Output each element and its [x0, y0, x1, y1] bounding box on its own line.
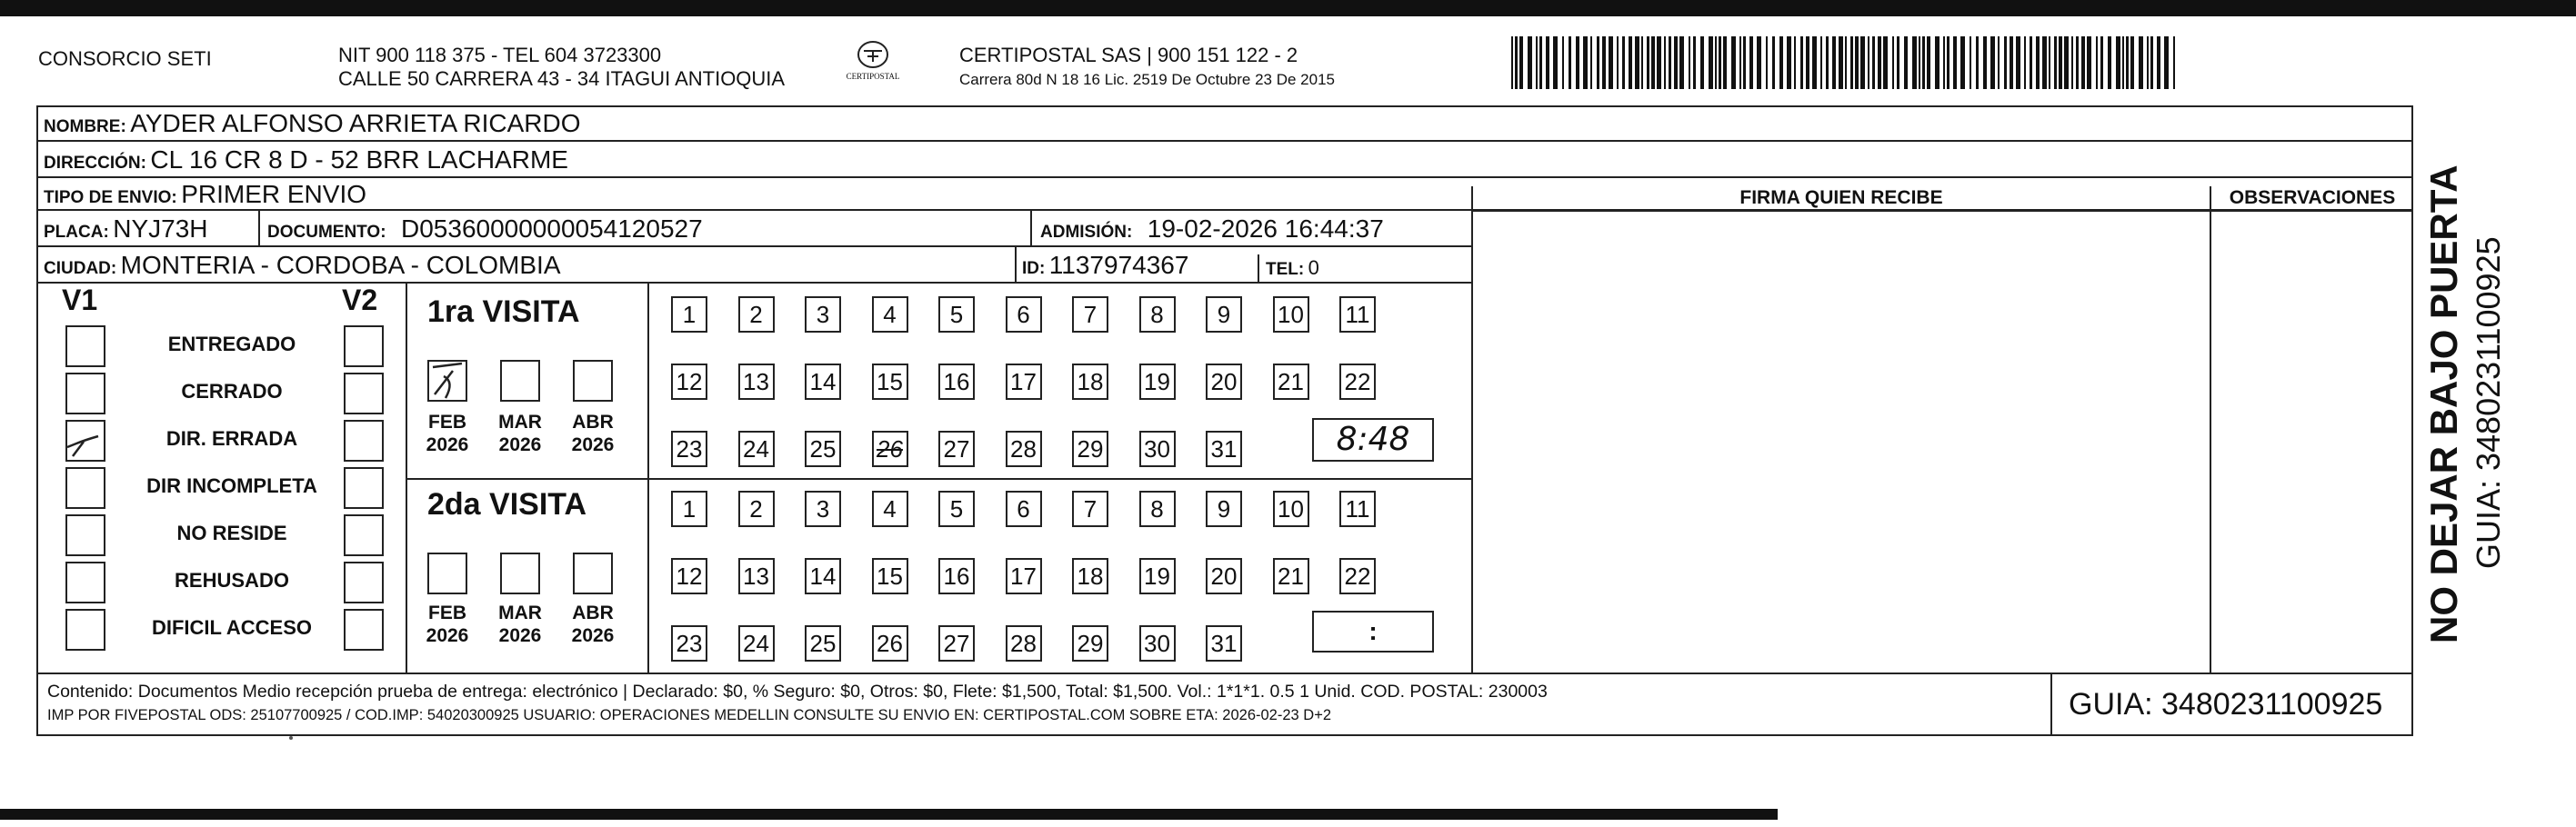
first-visit-day-26[interactable]: 26: [872, 431, 908, 467]
barcode-bar: [1583, 36, 1588, 89]
v1-checkbox-entregado[interactable]: [65, 325, 105, 367]
first-visit-day-15[interactable]: 15: [872, 364, 908, 400]
second-visit-day-8[interactable]: 8: [1139, 491, 1176, 527]
id-value: 1137974367: [1048, 251, 1189, 279]
barcode-bar: [1935, 36, 1940, 89]
v2-mar-m: MAR: [498, 603, 542, 623]
barcode-bar: [1960, 36, 1965, 89]
status-cerrado: CERRADO: [181, 380, 283, 403]
barcode-bar: [1674, 36, 1678, 89]
barcode-bar: [2016, 36, 2020, 89]
v2-month-abr-box[interactable]: [573, 553, 613, 594]
barcode-bar: [1892, 36, 1894, 89]
barcode-bar: [1922, 36, 1925, 89]
v2-label: V2: [342, 284, 378, 316]
barcode-bar: [1743, 36, 1746, 89]
barcode-bar: [2087, 36, 2091, 89]
nit-line: NIT 900 118 375 - TEL 604 3723300: [338, 44, 662, 66]
documento-value: D05360000000054120527: [401, 214, 703, 243]
second-visit-day-2[interactable]: 2: [738, 491, 775, 527]
barcode-bar: [1860, 36, 1865, 89]
v2-feb-y: 2026: [426, 625, 469, 646]
first-visit-day-23[interactable]: 23: [671, 431, 707, 467]
second-visit-day-6[interactable]: 6: [1006, 491, 1042, 527]
barcode-bar: [1651, 36, 1655, 89]
first-visit-day-3[interactable]: 3: [805, 296, 841, 333]
ciudad-field: [44, 251, 561, 280]
barcode-bar: [2054, 36, 2057, 89]
second-visit-day-22[interactable]: 22: [1339, 558, 1376, 594]
v1-month-mar: [493, 411, 547, 456]
first-visit-day-4[interactable]: 4: [872, 296, 908, 333]
barcode-bar: [1897, 36, 1899, 89]
v2-checkbox-dir-errada[interactable]: [344, 420, 384, 462]
side-guia: GUIA: 3480231100925: [2470, 236, 2507, 569]
first-visit-day-10[interactable]: 10: [1273, 296, 1309, 333]
ciudad-label: CIUDAD:: [44, 259, 117, 278]
barcode-bar: [2122, 36, 2124, 89]
barcode-bar: [1872, 36, 1875, 89]
barcode-bar: [1602, 36, 1606, 89]
barcode-bar: [1641, 36, 1643, 89]
license-line: Carrera 80d N 18 16 Lic. 2519 De Octubre 23 De 2015: [959, 71, 1335, 88]
second-visit-day-16[interactable]: 16: [938, 558, 975, 594]
first-visit-day-19[interactable]: 19: [1139, 364, 1176, 400]
first-visit-day-11[interactable]: 11: [1339, 296, 1376, 333]
visit-divider: [406, 478, 1473, 480]
first-visit-day-24[interactable]: 24: [738, 431, 775, 467]
first-visit-day-30[interactable]: 30: [1139, 431, 1176, 467]
v2-feb-m: FEB: [428, 603, 466, 623]
v2-month-feb-box[interactable]: [427, 553, 467, 594]
status-dir-incompleta: DIR INCOMPLETA: [146, 474, 317, 497]
first-visit-day-8[interactable]: 8: [1139, 296, 1176, 333]
first-visit-day-9[interactable]: 9: [1206, 296, 1242, 333]
barcode-bar: [2108, 36, 2111, 89]
id-field: [1022, 251, 1188, 280]
barcode-bar: [1617, 36, 1619, 89]
barcode-bar: [1990, 36, 1995, 89]
top-border: [0, 0, 2576, 16]
v1-month-feb: [420, 411, 475, 456]
col-header-line: [1471, 210, 2413, 212]
firma-header: FIRMA QUIEN RECIBE: [1739, 187, 1943, 208]
first-visit-day-20[interactable]: 20: [1206, 364, 1242, 400]
feb-check-icon: [426, 358, 471, 404]
barcode-bar: [1635, 36, 1639, 89]
v2-mar-y: 2026: [498, 625, 542, 646]
barcode-bar: [1590, 36, 1592, 89]
nombre-label: NOMBRE:: [44, 117, 126, 136]
barcode-bar: [1679, 36, 1684, 89]
barcode-bar: [2173, 36, 2175, 89]
second-visit-day-23[interactable]: 23: [671, 625, 707, 662]
tel-field: [1266, 256, 1319, 280]
first-visit-day-27[interactable]: 27: [938, 431, 975, 467]
v1-checkbox-dir-incompleta[interactable]: [65, 467, 105, 509]
tipo-row: [44, 180, 366, 209]
v2-checkbox-entregado[interactable]: [344, 325, 384, 367]
barcode-bar: [2116, 36, 2120, 89]
barcode-bar: [1820, 36, 1822, 89]
second-visit-day-18[interactable]: 18: [1072, 558, 1108, 594]
barcode-bar: [1576, 36, 1579, 89]
status-rehusado: REHUSADO: [175, 569, 289, 592]
barcode: [1509, 36, 2182, 89]
nombre-value: AYDER ALFONSO ARRIETA RICARDO: [130, 109, 581, 137]
barcode-bar: [1998, 36, 2000, 89]
second-visit-day-15[interactable]: 15: [872, 558, 908, 594]
barcode-bar: [1927, 36, 1930, 89]
v1-feb-y: 2026: [426, 434, 469, 455]
barcode-bar: [1669, 36, 1671, 89]
checkmark-icon: [64, 420, 104, 462]
certipostal-logo-icon: [855, 40, 891, 71]
second-visit-day-31[interactable]: 31: [1206, 625, 1242, 662]
barcode-bar: [1562, 36, 1564, 89]
barcode-bar: [2150, 36, 2153, 89]
barcode-bar: [2130, 36, 2134, 89]
second-visit-day-28[interactable]: 28: [1006, 625, 1042, 662]
barcode-bar: [1519, 36, 1523, 89]
second-visit-day-14[interactable]: 14: [805, 558, 841, 594]
logo-text: CERTIPOSTAL: [846, 72, 900, 81]
second-visit-day-17[interactable]: 17: [1006, 558, 1042, 594]
barcode-bar: [1839, 36, 1843, 89]
barcode-bar: [1647, 36, 1649, 89]
speck: [289, 736, 293, 740]
second-visit-day-20[interactable]: 20: [1206, 558, 1242, 594]
first-visit-day-2[interactable]: 2: [738, 296, 775, 333]
v1-checkbox-dir-errada[interactable]: [65, 420, 105, 462]
barcode-bar: [1553, 36, 1558, 89]
second-visit-day-10[interactable]: 10: [1273, 491, 1309, 527]
status-dir-errada: DIR. ERRADA: [165, 427, 298, 450]
barcode-bar: [2081, 36, 2085, 89]
barcode-bar: [1983, 36, 1987, 89]
second-visit-day-12[interactable]: 12: [671, 558, 707, 594]
first-visit-day-18[interactable]: 18: [1072, 364, 1108, 400]
bottom-border: [0, 809, 1778, 820]
second-visit-day-24[interactable]: 24: [738, 625, 775, 662]
v1-month-feb-box[interactable]: [427, 360, 467, 402]
barcode-bar: [2126, 36, 2129, 89]
barcode-bar: [1757, 36, 1761, 89]
barcode-bar: [1689, 36, 1690, 89]
second-visit-day-9[interactable]: 9: [1206, 491, 1242, 527]
second-visit-day-4[interactable]: 4: [872, 491, 908, 527]
v1-feb-m: FEB: [428, 412, 466, 433]
barcode-bar: [2139, 36, 2143, 89]
direccion-label: DIRECCIÓN:: [44, 154, 146, 173]
v1-mar-m: MAR: [498, 412, 542, 433]
v1-checkbox-rehusado[interactable]: [65, 562, 105, 603]
barcode-bar: [2071, 36, 2073, 89]
barcode-bar: [1970, 36, 1971, 89]
v2-checkbox-no-reside[interactable]: [344, 514, 384, 556]
barcode-bar: [1953, 36, 1957, 89]
first-visit-day-25[interactable]: 25: [805, 431, 841, 467]
first-visit-day-7[interactable]: 7: [1072, 296, 1108, 333]
v1-abr-m: ABR: [572, 412, 614, 433]
footer-line1: Contenido: Documentos Medio recepción prueba de entrega: electrónico | Declarado: $0, % Seguro: $0, Otros: $0, Flete: $1,500, Total: $1,500. Vol.: 1*1*1. 0.5 1 Unid. COD. POSTAL: 230003: [47, 682, 1548, 702]
tel-divider: [1258, 254, 1259, 284]
v1-mar-y: 2026: [498, 434, 542, 455]
barcode-bar: [1812, 36, 1817, 89]
placa-divider: [258, 211, 260, 247]
tel-label: TEL:: [1266, 260, 1305, 279]
v1-month-abr-box[interactable]: [573, 360, 613, 402]
first-visit-day-22[interactable]: 22: [1339, 364, 1376, 400]
tipo-value: PRIMER ENVIO: [181, 180, 367, 208]
barcode-bar: [1766, 36, 1768, 89]
barcode-bar: [2042, 36, 2047, 89]
first-visit-day-6[interactable]: 6: [1006, 296, 1042, 333]
address-line: CALLE 50 CARRERA 43 - 34 ITAGUI ANTIOQUIA: [338, 67, 786, 90]
v1-checkbox-cerrado[interactable]: [65, 373, 105, 414]
v2-checkbox-cerrado[interactable]: [344, 373, 384, 414]
barcode-bar: [1536, 36, 1538, 89]
barcode-bar: [1832, 36, 1836, 89]
barcode-bar: [1878, 36, 1881, 89]
v2-month-feb: [420, 602, 475, 647]
v2-month-abr: [566, 602, 620, 647]
placa-label: PLACA:: [44, 223, 109, 242]
second-visit-day-7[interactable]: 7: [1072, 491, 1108, 527]
barcode-bar: [1787, 36, 1791, 89]
first-visit-day-5[interactable]: 5: [938, 296, 975, 333]
status-no-reside: NO RESIDE: [176, 522, 287, 544]
first-visit-time[interactable]: 8:48: [1312, 418, 1434, 462]
barcode-bar: [1883, 36, 1888, 89]
first-visit-day-28[interactable]: 28: [1006, 431, 1042, 467]
barcode-bar: [1806, 36, 1809, 89]
second-visit-day-30[interactable]: 30: [1139, 625, 1176, 662]
second-visit-day-26[interactable]: 26: [872, 625, 908, 662]
tel-value: 0: [1308, 256, 1319, 279]
documento-label: DOCUMENTO:: [267, 223, 386, 242]
first-visit-title: 1ra VISITA: [427, 294, 580, 329]
barcode-bar: [1779, 36, 1783, 89]
first-visit-day-29[interactable]: 29: [1072, 431, 1108, 467]
barcode-bar: [1723, 36, 1727, 89]
v1-abr-y: 2026: [571, 434, 615, 455]
obs-divider: [2210, 186, 2211, 673]
second-visit-day-5[interactable]: 5: [938, 491, 975, 527]
certipostal-line: CERTIPOSTAL SAS | 900 151 122 - 2: [959, 44, 1298, 66]
barcode-bar: [2059, 36, 2062, 89]
barcode-bar: [2036, 36, 2040, 89]
first-visit-day-13[interactable]: 13: [738, 364, 775, 400]
v1-checkbox-no-reside[interactable]: [65, 514, 105, 556]
barcode-bar: [1693, 36, 1696, 89]
admision-field: [1040, 214, 1384, 244]
nombre-row: [44, 109, 581, 138]
first-visit-day-12[interactable]: 12: [671, 364, 707, 400]
v2-abr-y: 2026: [571, 625, 615, 646]
barcode-bar: [1609, 36, 1613, 89]
company-name: CONSORCIO SETI: [38, 47, 212, 70]
barcode-bar: [1739, 36, 1741, 89]
first-visit-day-16[interactable]: 16: [938, 364, 975, 400]
barcode-bar: [2076, 36, 2079, 89]
barcode-bar: [2004, 36, 2007, 89]
v1-label: V1: [62, 284, 98, 316]
barcode-bar: [2049, 36, 2050, 89]
barcode-bar: [2157, 36, 2160, 89]
barcode-bar: [1731, 36, 1736, 89]
barcode-bar: [1943, 36, 1945, 89]
barcode-bar: [1700, 36, 1704, 89]
barcode-bar: [1719, 36, 1721, 89]
barcode-bar: [1855, 36, 1859, 89]
first-visit-day-1[interactable]: 1: [671, 296, 707, 333]
barcode-bar: [1569, 36, 1571, 89]
footer-guia: GUIA: 3480231100925: [2069, 687, 2383, 722]
barcode-bar: [2147, 36, 2149, 89]
footer-divider: [36, 673, 2413, 674]
second-visit-day-29[interactable]: 29: [1072, 625, 1108, 662]
second-visit-day-25[interactable]: 25: [805, 625, 841, 662]
barcode-bar: [2030, 36, 2032, 89]
second-visit-time[interactable]: :: [1312, 611, 1434, 653]
barcode-bar: [2010, 36, 2013, 89]
ciudad-value: MONTERIA - CORDOBA - COLOMBIA: [120, 251, 561, 279]
barcode-bar: [2096, 36, 2098, 89]
barcode-bar: [1868, 36, 1869, 89]
v2-month-mar: [493, 602, 547, 647]
barcode-bar: [1629, 36, 1632, 89]
second-visit-day-21[interactable]: 21: [1273, 558, 1309, 594]
observaciones-header: OBSERVACIONES: [2229, 187, 2396, 208]
barcode-bar: [2064, 36, 2069, 89]
second-visit-day-27[interactable]: 27: [938, 625, 975, 662]
v2-abr-m: ABR: [572, 603, 614, 623]
barcode-bar: [1715, 36, 1717, 89]
first-visit-day-21[interactable]: 21: [1273, 364, 1309, 400]
admision-value: 19-02-2026 16:44:37: [1147, 214, 1384, 243]
admision-divider: [1030, 211, 1032, 247]
v1-month-mar-box[interactable]: [500, 360, 540, 402]
barcode-bar: [2024, 36, 2026, 89]
barcode-bar: [1904, 36, 1908, 89]
barcode-bar: [1850, 36, 1853, 89]
v2-checkbox-rehusado[interactable]: [344, 562, 384, 603]
barcode-bar: [1800, 36, 1803, 89]
v1-checkbox-dificil-acceso[interactable]: [65, 609, 105, 651]
footer-line2: IMP POR FIVEPOSTAL ODS: 25107700925 / COD.IMP: 54020300925 USUARIO: OPERACIONES MEDELLIN CONSULTE SU ENVIO EN: CERTIPOSTAL.COM SOBRE ETA: 2026-02-23 D+2: [47, 707, 1332, 723]
tipo-label: TIPO DE ENVIO:: [44, 188, 177, 207]
status-entregado: ENTREGADO: [167, 333, 296, 355]
second-visit-day-1[interactable]: 1: [671, 491, 707, 527]
barcode-bar: [1826, 36, 1829, 89]
v2-checkbox-dificil-acceso[interactable]: [344, 609, 384, 651]
barcode-graphic: [1509, 36, 2182, 89]
barcode-bar: [1511, 36, 1513, 89]
barcode-bar: [1539, 36, 1542, 89]
v1-month-abr: [566, 411, 620, 456]
barcode-bar: [1919, 36, 1920, 89]
barcode-bar: [1664, 36, 1666, 89]
barcode-bar: [1657, 36, 1661, 89]
barcode-bar: [1528, 36, 1532, 89]
barcode-bar: [2164, 36, 2169, 89]
barcode-bar: [1794, 36, 1796, 89]
barcode-bar: [1622, 36, 1625, 89]
first-visit-day-17[interactable]: 17: [1006, 364, 1042, 400]
barcode-bar: [1515, 36, 1518, 89]
id-divider: [1015, 247, 1017, 284]
barcode-bar: [2100, 36, 2103, 89]
second-visit-day-19[interactable]: 19: [1139, 558, 1176, 594]
first-visit-day-14[interactable]: 14: [805, 364, 841, 400]
second-visit-day-11[interactable]: 11: [1339, 491, 1376, 527]
direccion-row: [44, 145, 568, 174]
second-visit-title: 2da VISITA: [427, 487, 587, 522]
second-visit-day-3[interactable]: 3: [805, 491, 841, 527]
second-visit-day-13[interactable]: 13: [738, 558, 775, 594]
first-visit-day-31[interactable]: 31: [1206, 431, 1242, 467]
v2-month-mar-box[interactable]: [500, 553, 540, 594]
no-dejar-bajo-puerta: NO DEJAR BAJO PUERTA: [2422, 164, 2465, 643]
v2-checkbox-dir-incompleta[interactable]: [344, 467, 384, 509]
barcode-bar: [1912, 36, 1917, 89]
placa-field: [44, 214, 208, 244]
barcode-bar: [1546, 36, 1549, 89]
id-label: ID:: [1022, 259, 1046, 278]
direccion-value: CL 16 CR 8 D - 52 BRR LACHARME: [150, 145, 568, 174]
barcode-bar: [1772, 36, 1775, 89]
admision-label: ADMISIÓN:: [1040, 223, 1133, 242]
footer-guia-divider: [2050, 673, 2052, 736]
barcode-bar: [1709, 36, 1713, 89]
barcode-bar: [1976, 36, 1979, 89]
barcode-bar: [1749, 36, 1753, 89]
status-dificil-acceso: DIFICIL ACCESO: [151, 616, 312, 639]
barcode-bar: [1947, 36, 1950, 89]
certipostal-logo: [837, 40, 909, 81]
documento-field: [267, 214, 703, 244]
barcode-bar: [1597, 36, 1599, 89]
barcode-bar: [1845, 36, 1847, 89]
placa-value: NYJ73H: [113, 214, 208, 243]
